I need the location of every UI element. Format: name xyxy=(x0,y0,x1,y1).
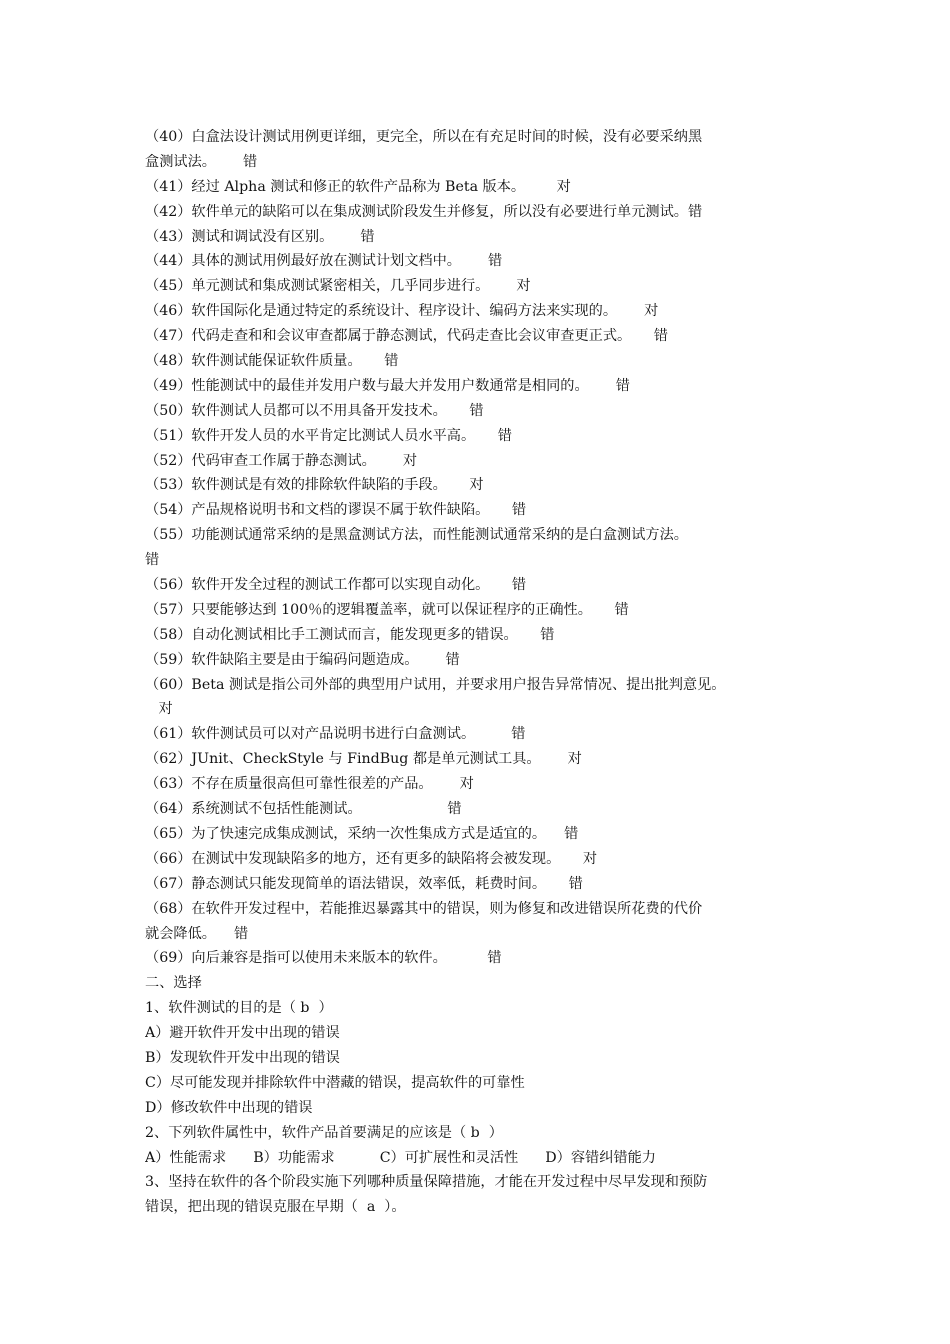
text-line: （54）产品规格说明书和文档的谬误不属于软件缺陷。 错 xyxy=(145,502,527,519)
text-line: （63）不存在质量很高但可靠性很差的产品。 对 xyxy=(145,776,474,793)
options-row: A）性能需求 B）功能需求 C）可扩展性和灵活性 D）容错纠错能力 xyxy=(145,1149,656,1166)
text-line: （41）经过 Alpha 测试和修正的软件产品称为 Beta 版本。 对 xyxy=(145,178,571,195)
text-line: （68）在软件开发过程中，若能推迟暴露其中的错误，则为修复和改进错误所花费的代价 xyxy=(145,900,703,917)
text-line: （51）软件开发人员的水平肯定比测试人员水平高。 错 xyxy=(145,427,512,444)
text-line: （53）软件测试是有效的排除软件缺陷的手段。 对 xyxy=(145,477,484,494)
text-line: （65）为了快速完成集成测试，采纳一次性集成方式是适宜的。 错 xyxy=(145,825,579,842)
text-line: （49）性能测试中的最佳并发用户数与最大并发用户数通常是相同的。 错 xyxy=(145,377,630,394)
text-line: （56）软件开发全过程的测试工作都可以实现自动化。 错 xyxy=(145,577,527,594)
option-b: B）发现软件开发中出现的错误 xyxy=(145,1049,340,1066)
text-line: （50）软件测试人员都可以不用具备开发技术。 错 xyxy=(145,402,484,419)
text-line: （55）功能测试通常采纳的是黑盒测试方法，而性能测试通常采纳的是白盒测试方法。 xyxy=(145,527,688,544)
question-2: 2、下列软件属性中，软件产品首要满足的应该是（ b ） xyxy=(145,1124,503,1141)
text-line: （57）只要能够达到 100％的逻辑覆盖率，就可以保证程序的正确性。 错 xyxy=(145,601,629,618)
text-line: （64）系统测试不包括性能测试。 错 xyxy=(145,801,462,818)
text-line: 盒测试法。 错 xyxy=(145,153,258,170)
text-line: （46）软件国际化是通过特定的系统设计、程序设计、编码方法来实现的。 对 xyxy=(145,303,659,320)
question-3: 3、坚持在软件的各个阶段实施下列哪种质量保障措施，才能在开发过程中尽早发现和预防 xyxy=(145,1174,708,1191)
text-line: （44）具体的测试用例最好放在测试计划文档中。 错 xyxy=(145,253,503,270)
option-c: C）尽可能发现并排除软件中潜藏的错误，提高软件的可靠性 xyxy=(145,1074,525,1091)
option-a: A）避开软件开发中出现的错误 xyxy=(145,1025,340,1042)
question-3-cont: 错误，把出现的错误克服在早期（ a ）。 xyxy=(145,1199,406,1216)
text-line: （69）向后兼容是指可以使用未来版本的软件。 错 xyxy=(145,950,502,967)
text-line: （59）软件缺陷主要是由于编码问题造成。 错 xyxy=(145,651,460,668)
text-line: （48）软件测试能保证软件质量。 错 xyxy=(145,353,399,370)
text-line: （61）软件测试员可以对产品说明书进行白盒测试。 错 xyxy=(145,726,526,743)
text-line: （40）白盒法设计测试用例更详细，更完全，所以在有充足时间的时候，没有必要采纳黑 xyxy=(145,129,703,145)
text-line: （47）代码走查和和会议审查都属于静态测试，代码走查比会议审查更正式。 错 xyxy=(145,328,668,345)
text-line: 就会降低。 错 xyxy=(145,925,249,942)
section-heading: 二、选择 xyxy=(145,975,202,992)
text-line: （58）自动化测试相比手工测试而言，能发现更多的错误。 错 xyxy=(145,626,555,643)
text-line: （60）Beta 测试是指公司外部的典型用户试用，并要求用户报告异常情况、提出批判意见。 xyxy=(145,676,726,693)
text-line: 错 xyxy=(145,552,160,569)
text-line: （52）代码审查工作属于静态测试。 对 xyxy=(145,452,418,469)
document-body xyxy=(145,125,817,1220)
text-line: （43）测试和调试没有区别。 错 xyxy=(145,228,375,245)
option-d: D）修改软件中出现的错误 xyxy=(145,1099,313,1116)
text-line: （45）单元测试和集成测试紧密相关，几乎同步进行。 对 xyxy=(145,278,531,295)
text-line: （67）静态测试只能发现简单的语法错误，效率低，耗费时间。 错 xyxy=(145,875,583,892)
text-line: （42）软件单元的缺陷可以在集成测试阶段发生并修复，所以没有必要进行单元测试。错 xyxy=(145,203,703,220)
text-line: （66）在测试中发现缺陷多的地方，还有更多的缺陷将会被发现。 对 xyxy=(145,850,598,867)
text-line: （62）JUnit、CheckStyle 与 FindBug 都是单元测试工具。 对 xyxy=(145,751,582,768)
question-1: 1、软件测试的目的是（ b ） xyxy=(145,1000,333,1017)
text-line: 对 xyxy=(145,701,173,718)
